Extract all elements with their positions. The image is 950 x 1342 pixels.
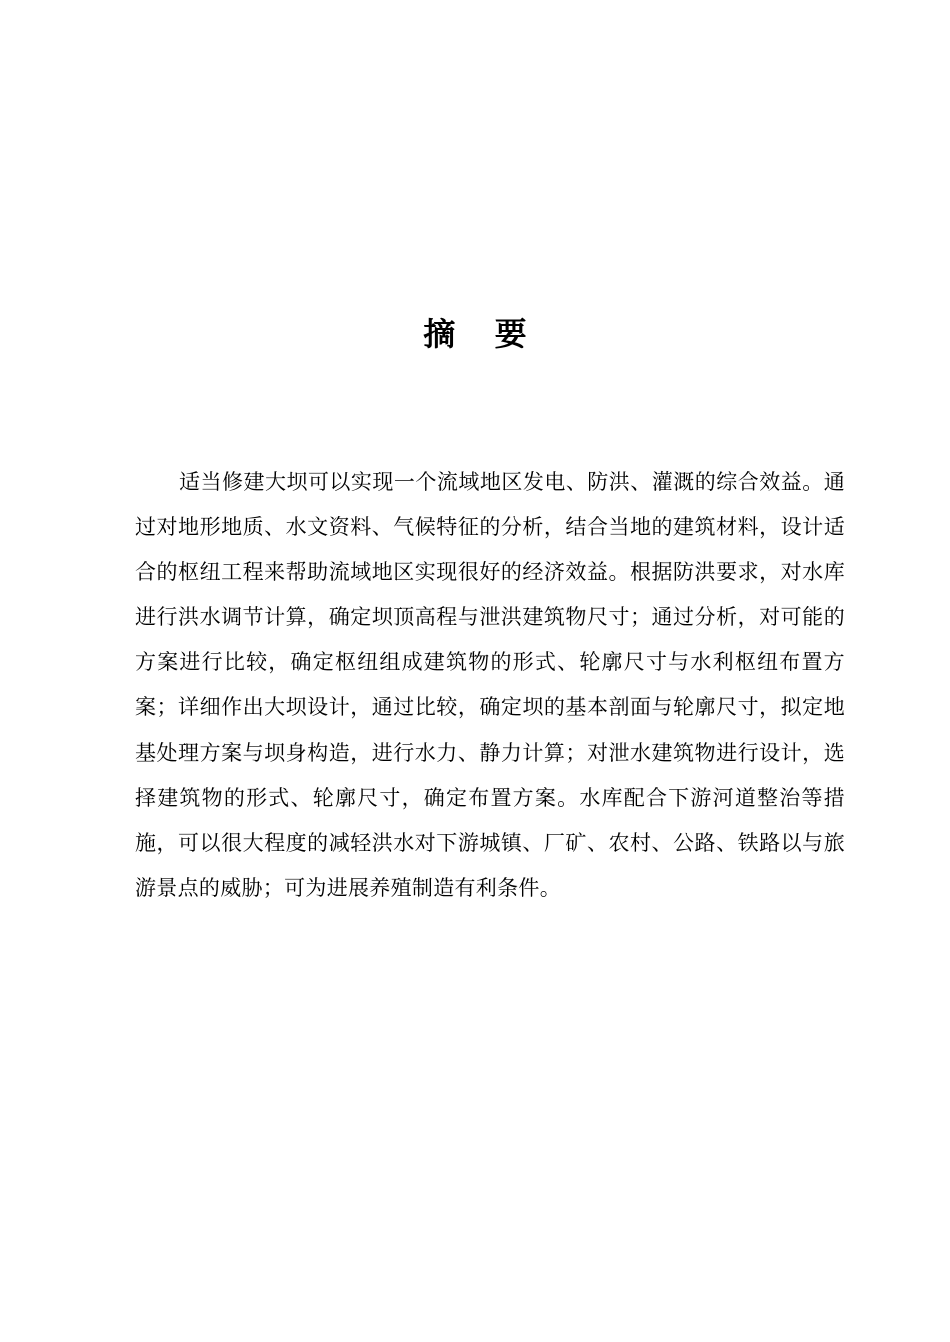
abstract-paragraph: 适当修建大坝可以实现一个流域地区发电、防洪、灌溉的综合效益。通过对地形地质、水文资料、气候特征的分析，结合当地的建筑材料，设计适合的枢纽工程来帮助流域地区实现很好的经济效益。根据防洪要求，对水库进行洪水调节计算，确定坝顶高程与泄洪建筑物尺寸；通过分析，对可能的方案进行比较，确定枢纽组成建筑物的形式、轮廓尺寸与水利枢纽布置方案；详细作出大坝设计，通过比较，确定坝的基本剖面与轮廓尺寸，拟定地基处理方案与坝身构造，进行水力、静力计算；对泄水建筑物进行设计，选择建筑物的形式、轮廓尺寸，确定布置方案。水库配合下游河道整治等措施，可以很大程度的减轻洪水对下游城镇、厂矿、农村、公路、铁路以与旅游景点的威胁；可为进展养殖制造有利条件。	[135, 470, 845, 900]
abstract-title: 摘 要	[423, 315, 541, 353]
